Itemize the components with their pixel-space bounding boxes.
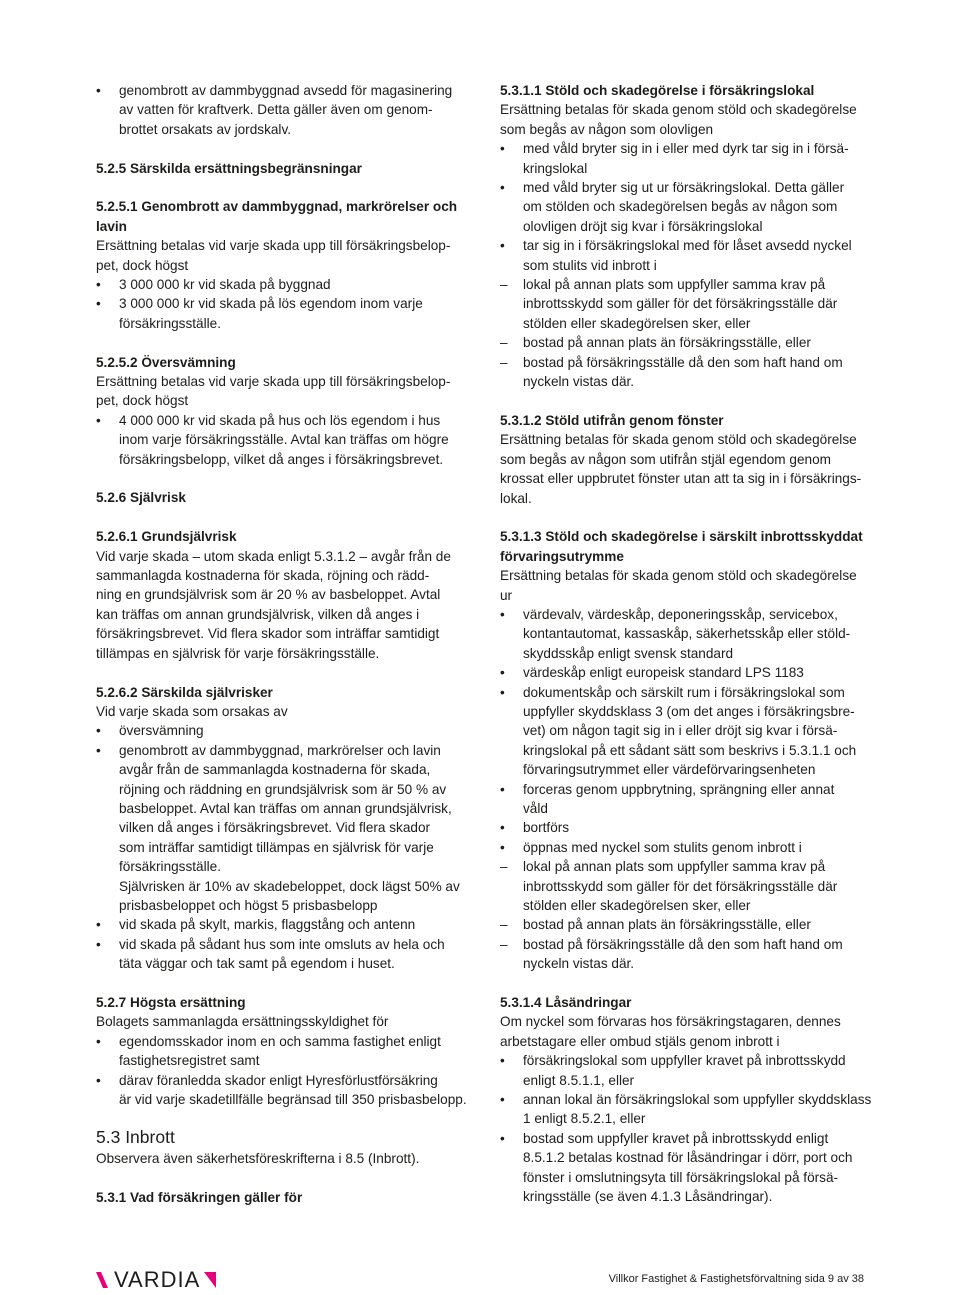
dash-marker: – [500,859,508,875]
list-item-text: öppnas med nyckel som stulits genom inbrott i [523,839,802,855]
bullet-list-item [500,1051,872,1090]
section-heading: 5.2.7 Högsta ersättning [96,994,246,1010]
left-column [96,81,468,1208]
bullet-list-item [96,741,468,877]
spacer [96,1169,468,1188]
paragraph: Ersättning betalas för skada genom stöld och skadegörelse som begås av någon som olovligen [500,102,857,137]
paragraph: Ersättning betalas för skada genom stöld och skadegörelse som begås av någon som utifrån stjäl egendom genom krossat eller uppbrutet fönster utan att ta sig in i försäkrings- lokal. [500,432,862,506]
bullet-list-item [500,1090,872,1129]
spacer [96,469,468,488]
bullet-marker: • [500,238,505,254]
list-item-text: 3 000 000 kr vid skada på byggnad [119,277,331,293]
spacer [500,392,872,411]
bullet-marker: • [500,180,505,196]
bullet-list-item [96,915,468,934]
spacer [96,139,468,158]
right-column [500,81,872,1207]
vardia-logo [96,1268,218,1292]
chapter-heading: 5.3 Inbrott [96,1127,175,1148]
list-item-text: bostad på annan plats än försäkringsställe, eller [523,335,811,351]
bullet-list-item [96,294,468,333]
dash-marker: – [500,277,508,293]
spacer [96,1109,468,1121]
list-item-text: tar sig in i försäkringslokal med för låset avsedd nyckel som stulits vid inbrott i [523,238,852,273]
bullet-list-item [500,236,872,275]
list-item-text: lokal på annan plats som uppfyller samma krav på inbrottsskydd som gäller för det försäkringsställe där stölden eller skadegörelsen sker, eller [523,859,838,914]
list-item-text: översvämning [119,723,204,739]
bullet-marker: • [96,1072,101,1088]
list-item-text: forceras genom uppbrytning, sprängning eller annat våld [523,781,835,816]
logo-wordmark: VARDIA [114,1267,201,1293]
spacer [500,974,872,993]
bullet-marker: • [96,83,101,98]
paragraph: Ersättning betalas vid varje skada upp till försäkringsbelop- pet, dock högst [96,238,451,273]
paragraph: Observera även säkerhetsföreskrifterna i 8.5 (Inbrott). [96,1151,420,1167]
bullet-marker: • [96,277,101,293]
spacer [96,333,468,352]
bullet-list-item [500,605,872,663]
dash-marker: – [500,917,508,933]
spacer [96,178,468,197]
list-item-text: bortförs [523,820,570,836]
section-heading: 5.3.1.4 Låsändringar [500,995,632,1011]
indented-paragraph: Självrisken är 10% av skadebeloppet, dock lägst 50% av prisbasbeloppet och högst 5 prisbasbelopp [119,878,460,913]
spacer [96,508,468,527]
list-item-text: därav föranledda skador enligt Hyresförlustförsäkring är vid varje skadetillfälle begränsad till 350 prisbasbelopp. [119,1072,467,1108]
bullet-marker: • [96,412,101,428]
list-item-text: 4 000 000 kr vid skada på hus och lös egendom i hus inom varje försäkringsställe. Avtal kan träffas om högre försäkringsbelopp, vilket då anges i försäkringsbrevet. [119,412,449,467]
list-item-text: dokumentskåp och särskilt rum i försäkringslokal som uppfyller skyddsklass 3 (om det anges i försäkringsbre- vet) om någon tagit sig in i eller dröjt sig kvar i försä- kringslokal på ett sådant sätt som beskrivs i 5.3.1.1 och förvaringsutrymmet eller värdeförvaringsenheten [523,684,857,778]
paragraph: Ersättning betalas för skada genom stöld och skadegörelse ur [500,568,857,603]
bullet-marker: • [96,723,101,739]
bullet-marker: • [500,1053,505,1069]
list-item-text: försäkringslokal som uppfyller kravet på inbrottsskydd enligt 8.5.1.1, eller [523,1053,846,1088]
bullet-list-item [500,780,872,819]
bullet-list-item [96,81,468,139]
list-item-text: annan lokal än försäkringslokal som uppfyller skyddsklass 1 enligt 8.5.2.1, eller [523,1092,872,1127]
paragraph: Vid varje skada – utom skada enligt 5.3.1.2 – avgår från de sammanlagda kostnaderna för skada, röjning och rädd- ning en grundsjälvrisk som är 20 % av basbeloppet. Avtal kan träffas om annan grundsjälvrisk, vilken då anges i försäkringsbrevet. Vid flera skador som inträffar samtidigt tillämpas en självrisk för varje försäkringsställe. [96,548,451,661]
list-item-text: 3 000 000 kr vid skada på lös egendom inom varje försäkringsställe. [119,296,423,331]
list-item-text: med våld bryter sig in i eller med dyrk tar sig in i försä- kringslokal [523,141,849,176]
list-item-text: genombrott av dammbyggnad avsedd för magasinering av vatten för kraftverk. Detta gäller även om genom- brottet orsakats av jordskalv. [119,83,453,137]
bullet-list-item [500,1129,872,1207]
paragraph: Ersättning betalas vid varje skada upp till försäkringsbelop- pet, dock högst [96,374,451,409]
dash-list-item [500,935,872,974]
dash-list-item [500,353,872,392]
list-item-text: vid skada på skylt, markis, flaggstång och antenn [119,917,416,933]
section-heading: 5.3.1 Vad försäkringen gäller för [96,1190,303,1206]
footer-page-info: Villkor Fastighet & Fastighetsförvaltning sida 9 av 38 [608,1273,864,1285]
bullet-marker: • [500,781,505,797]
list-item-text: vid skada på sådant hus som inte omsluts av hela och täta väggar och tak samt på egendom i huset. [119,936,445,972]
section-heading: 5.2.6.2 Särskilda självrisker [96,684,273,700]
list-item-text: bostad på annan plats än försäkringsställe, eller [523,917,811,933]
bullet-list-item [96,411,468,469]
list-item-text: värdevalv, värdeskåp, deponeringsskåp, servicebox, kontantautomat, kassaskåp, säkerhetsskåp eller stöld- skyddsskåp enligt svensk standard [523,606,851,661]
section-heading: 5.2.6 Självrisk [96,490,186,506]
dash-list-item [500,333,872,352]
logo-flag-icon [202,1270,218,1290]
section-heading: 5.3.1.2 Stöld utifrån genom fönster [500,412,724,428]
list-item-text: värdeskåp enligt europeisk standard LPS 1183 [523,665,804,681]
list-item-text: lokal på annan plats som uppfyller samma krav på inbrottsskydd som gäller för det försäkringsställe där stölden eller skadegörelsen sker, eller [523,277,838,331]
dash-list-item [500,857,872,915]
bullet-list-item [500,818,872,837]
dash-list-item [500,275,872,333]
paragraph: Bolagets sammanlagda ersättningsskyldighet för [96,1014,389,1030]
bullet-marker: • [96,936,101,952]
bullet-list-item [96,935,468,974]
list-item-text: egendomsskador inom en och samma fastighet enligt fastighetsregistret samt [119,1033,441,1069]
bullet-marker: • [500,606,505,622]
list-item-text: bostad som uppfyller kravet på inbrottsskydd enligt 8.5.1.2 betalas kostnad för låsändringar i dörr, port och fönster i omslutningsyta till försäkringslokal på försä- kringsställe (se även 4.1.3 Låsändringar). [523,1130,853,1205]
dash-marker: – [500,354,508,370]
bullet-list-item [500,178,872,236]
bullet-list-item [96,721,468,740]
section-heading: 5.2.5.2 Översvämning [96,354,236,370]
spacer [96,663,468,682]
bullet-marker: • [500,839,505,855]
bullet-marker: • [96,296,101,312]
bullet-list-item [96,1071,468,1110]
paragraph: Om nyckel som förvaras hos försäkringstagaren, dennes arbetstagare eller ombud stjäls genom inbrott i [500,1014,841,1049]
section-heading: 5.2.5.1 Genombrott av dammbyggnad, markrörelser och lavin [96,199,458,234]
bullet-marker: • [96,742,101,758]
spacer [500,508,872,527]
bullet-marker: • [500,1092,505,1108]
bullet-marker: • [500,1130,505,1146]
bullet-list-item [500,139,872,178]
dash-list-item [500,915,872,934]
bullet-list-item [500,683,872,780]
section-heading: 5.2.6.1 Grundsjälvrisk [96,529,237,545]
bullet-list-item [96,275,468,294]
bullet-marker: • [96,1033,101,1049]
list-item-text: genombrott av dammbyggnad, markrörelser och lavin avgår från de sammanlagda kostnaderna för skada, röjning och räddning en grundsjälvrisk som är 50 % av basbeloppet. Avtal kan träffas om annan grundsjälvrisk, vilken då anges i försäkringsbrevet. Vid flera skador som inträffar samtidigt tillämpas en självrisk för varje försäkringsställe. [119,742,452,875]
bullet-marker: • [500,820,505,836]
spacer [96,974,468,993]
dash-marker: – [500,936,508,952]
list-item-text: bostad på försäkringsställe då den som haft hand om nyckeln vistas där. [523,354,843,390]
bullet-marker: • [500,141,505,157]
logo-mark-icon [96,1270,112,1290]
bullet-marker: • [500,684,505,700]
bullet-marker: • [500,665,505,681]
bullet-marker: • [96,917,101,933]
section-heading: 5.2.5 Särskilda ersättningsbegränsningar [96,160,362,176]
list-item-text: bostad på försäkringsställe då den som haft hand om nyckeln vistas där. [523,936,843,972]
bullet-list-item [96,1032,468,1071]
dash-marker: – [500,335,508,351]
bullet-list-item [500,838,872,857]
bullet-list-item [500,663,872,682]
section-heading: 5.3.1.3 Stöld och skadegörelse i särskilt inbrottsskyddat förvaringsutrymme [500,529,863,564]
paragraph: Vid varje skada som orsakas av [96,703,288,719]
list-item-text: med våld bryter sig ut ur försäkringslokal. Detta gäller om stölden och skadegörelsen begås av någon som olovligen dröjt sig kvar i försäkringslokal [523,180,845,234]
section-heading: 5.3.1.1 Stöld och skadegörelse i försäkringslokal [500,83,815,98]
